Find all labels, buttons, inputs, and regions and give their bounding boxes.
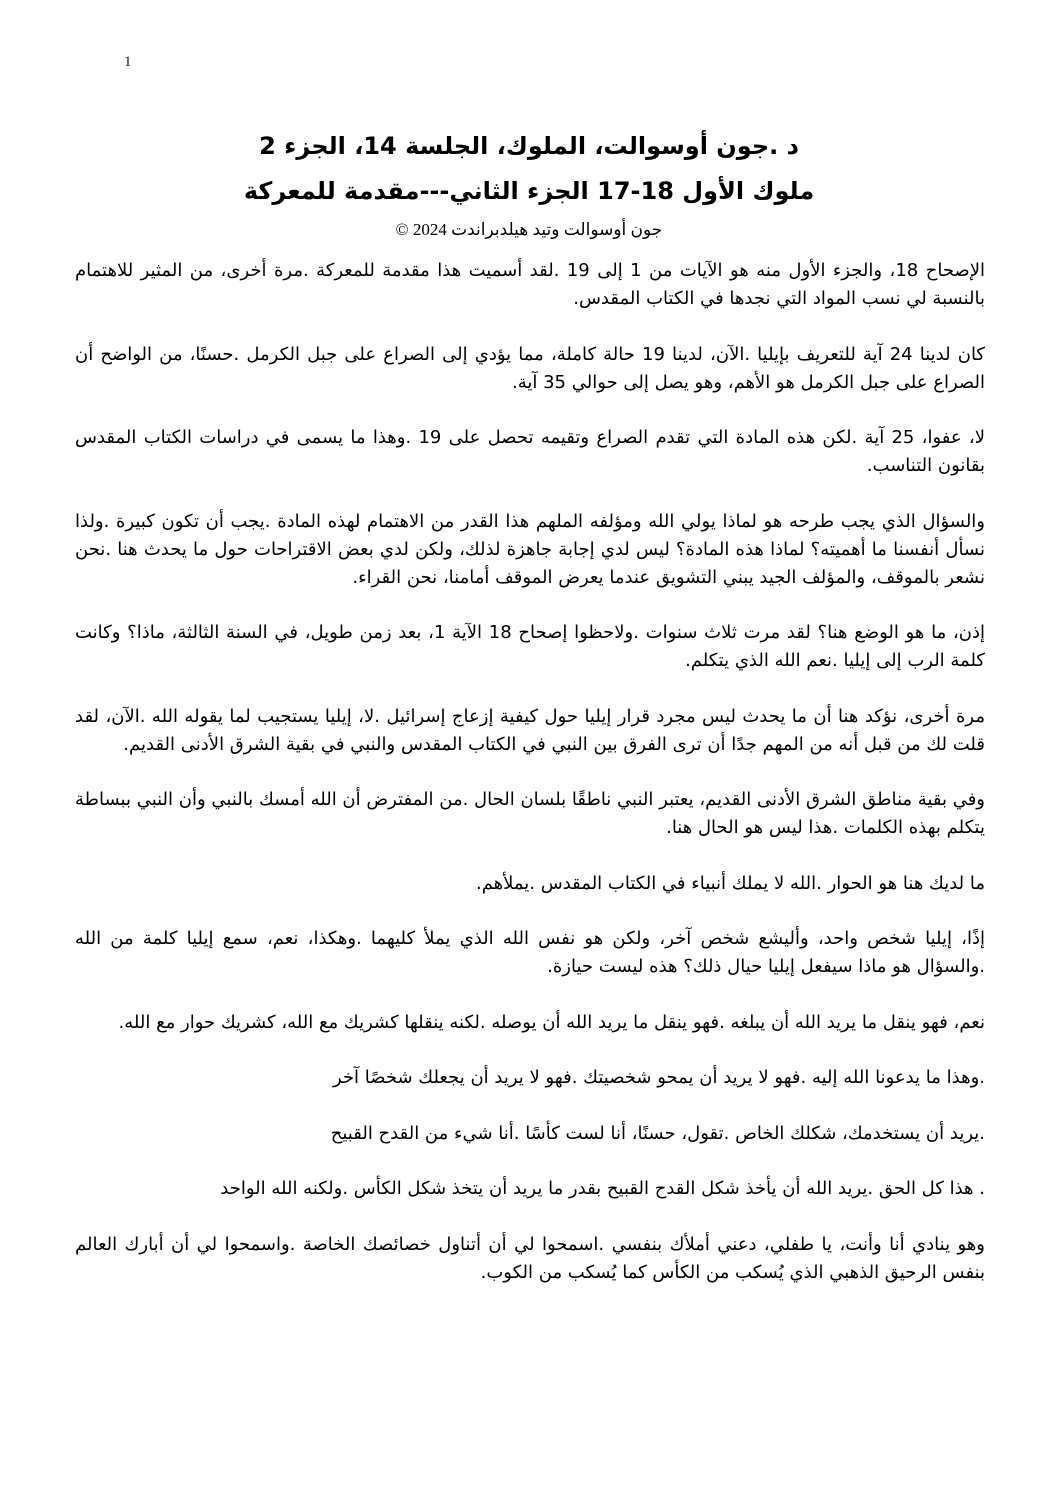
paragraph: .وهذا ما يدعونا الله إليه .فهو لا يريد أن يمحو شخصيتك .فهو لا يريد أن يجعلك شخصًا آخر [333,1067,985,1088]
title-line-1: د .جون أوسوالت، الملوك، الجلسة 14، الجزء 2 [259,132,799,160]
paragraph: وفي بقية مناطق الشرق الأدنى القديم، يعتبر النبي ناطقًا بلسان الحال .من المفترض أن الله أمسك بالنبي وأن النبي ببساطة يتكلم بهذه الكلمات .هذا ليس هو الحال هنا. [75,789,985,838]
paragraph: إذًا، إيليا شخص واحد، وأليشع شخص آخر، ولكن هو نفس الله الذي يملأ كليهما .وهكذا، نعم، سمع إيليا كلمة من الله .والسؤال هو ماذا سيفعل إيليا حيال ذلك؟ هذه ليست حيازة. [75,928,985,977]
paragraph: والسؤال الذي يجب طرحه هو لماذا يولي الله ومؤلفه الملهم هذا القدر من الاهتمام لهذه المادة .يجب أن تكون كبيرة .ولذا نسأل أنفسنا ما أهميته؟ لماذا هذه المادة؟ ليس لدي إجابة جاهزة لذلك، ولكن لدي بعض الاقتراحات حول ما يحدث هنا .نحن نشعر بالموقف، والمؤلف الجيد يبني التشويق عندما يعرض الموقف أمامنا، نحن القراء. [75,510,985,588]
document-header [75,124,983,243]
title-line-2: ملوك الأول 18-17 الجزء الثاني---مقدمة للمعركة [243,177,815,205]
paragraph: نعم، فهو ينقل ما يريد الله أن يبلغه .فهو ينقل ما يريد الله أن يوصله .لكنه ينقلها كشريك مع الله، كشريك حوار مع الله. [118,1011,985,1033]
paragraph: .يريد أن يستخدمك، شكلك الخاص .تقول، حسنًا، أنا لست كأسًا .أنا شيء من القدح القبيح [330,1122,985,1144]
paragraph: ما لديك هنا هو الحوار .الله لا يملك أنبياء في الكتاب المقدس .يملأهم. [475,872,985,894]
paragraph: مرة أخرى، نؤكد هنا أن ما يحدث ليس مجرد قرار إيليا حول كيفية إزعاج إسرائيل .لا، إيليا يستجيب لما يقوله الله .الآن، لقد قلت لك من قبل أنه من المهم جدًا أن ترى الفرق بين النبي في الكتاب المقدس والنبي في بقية الشرق الأدنى القديم. [75,705,985,755]
document-body [75,257,985,1314]
paragraph: إذن، ما هو الوضع هنا؟ لقد مرت ثلاث سنوات .ولاحظوا إصحاح 18 الآية 1، بعد زمن طويل، في السنة الثالثة، ماذا؟ وكانت كلمة الرب إلى إيليا .نعم الله الذي يتكلم. [75,622,985,671]
paragraph: كان لدينا 24 آية للتعريف بإيليا .الآن، لدينا 19 حالة كاملة، مما يؤدي إلى الصراع على جبل الكرمل .حسنًا، من الواضح أن الصراع على جبل الكرمل هو الأهم، وهو يصل إلى حوالي 35 آية. [75,343,985,393]
paragraph: وهو ينادي أنا وأنت، يا طفلي، دعني أملأك بنفسي .اسمحوا لي أن أتناول خصائصك الخاصة .واسمحوا لي أن أبارك العالم بنفس الرحيق الذهبي الذي يُسكب من الكأس كما يُسكب من الكوب. [75,1233,985,1283]
paragraph: الإصحاح 18، والجزء الأول منه هو الآيات من 1 إلى 19 .لقد أسميت هذا مقدمة للمعركة .مرة أخرى، من المثير للاهتمام بالنسبة لي نسب المواد التي نجدها في الكتاب المقدس. [75,260,985,309]
page-number: 1 [124,54,132,70]
copyright-line: جون أوسوالت وتيد هيلدبراندت 2024 © [395,220,663,239]
paragraph: لا، عفوا، 25 آية .لكن هذه المادة التي تقدم الصراع وتقيمه تحصل على 19 .وهذا ما يسمى في دراسات الكتاب المقدس بقانون التناسب. [75,427,985,476]
paragraph: . هذا كل الحق .يريد الله أن يأخذ شكل القدح القبيح بقدر ما يريد أن يتخذ شكل الكأس .ولكنه الله الواحد [220,1178,985,1199]
